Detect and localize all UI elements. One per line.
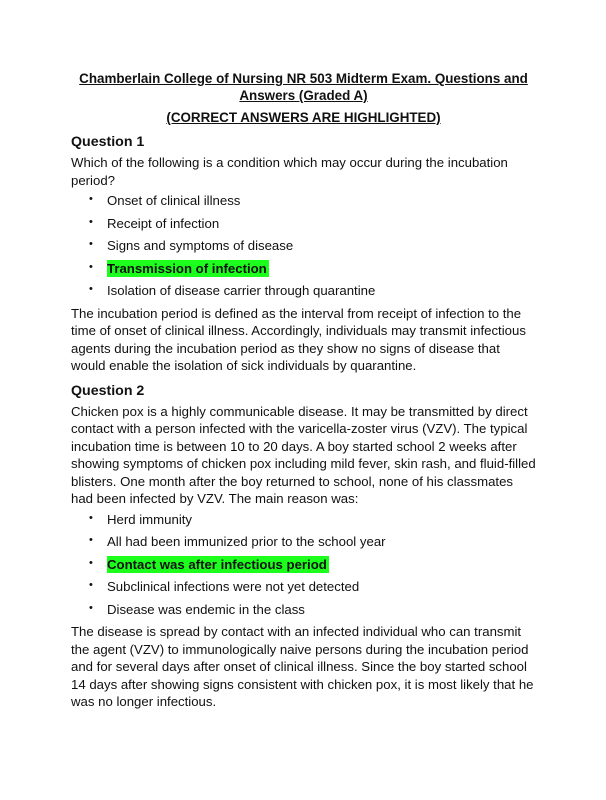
bullet-icon: • (89, 579, 93, 591)
bullet-icon: • (89, 238, 93, 250)
question-prompt: Chicken pox is a highly communicable disease. It may be transmitted by direct contact with a person infected with the varicella-zoster virus (VZV). The typical incubation time is between 10 to 20 days. A boy started school 2 weeks after showing symptoms of chicken pox including mild fever, skin rash, and fluid-filled blisters. One month after the boy returned to school, none of his classmates had been infected by VZV. The main reason was: (71, 403, 536, 506)
answer-option-text: Herd immunity (107, 511, 193, 527)
correct-answer-highlight: Transmission of infection (107, 260, 267, 276)
bullet-icon: • (89, 556, 93, 569)
bullet-icon: • (89, 511, 93, 524)
document-title: Chamberlain College of Nursing NR 503 Midterm Exam. Questions and Answers (Graded A) (79, 71, 528, 103)
answer-option-text: Disease was endemic in the class (107, 601, 305, 617)
answer-option (89, 215, 536, 232)
answer-option (89, 192, 536, 209)
document-subtitle: (CORRECT ANSWERS ARE HIGHLIGHTED) (166, 110, 441, 125)
correct-answer-highlight: Contact was after infectious period (107, 556, 327, 572)
question-heading: Question 2 (71, 382, 145, 399)
question-2 (71, 382, 536, 711)
answer-options (71, 511, 536, 618)
bullet-icon: • (89, 215, 93, 228)
question-heading: Question 1 (71, 134, 145, 150)
answer-explanation: The disease is spread by contact with an infected individual who can transmit the agent (VZV) to immunologically naive persons during the incubation period and for several days after onset of clinical illness. Since the boy started school 14 days after showing signs consistent with chicken pox, it is most likely that he was no longer infectious. (71, 624, 534, 709)
answer-options (71, 192, 536, 299)
question-1 (71, 133, 536, 375)
answer-option-text: Signs and symptoms of disease (107, 238, 294, 253)
answer-option-text: Receipt of infection (107, 215, 220, 231)
answer-explanation: The incubation period is defined as the interval from receipt of infection to the time of onset of clinical illness. Accordingly, individuals may transmit infectious agents during the incubation period as they show no signs of disease that would enable the isolation of sick individuals by quarantine. (71, 305, 526, 373)
bullet-icon: • (89, 193, 93, 205)
answer-option (89, 237, 536, 254)
answer-option (89, 601, 536, 618)
answer-option-text: Onset of clinical illness (107, 193, 241, 208)
answer-option-correct (89, 556, 536, 573)
question-prompt: Which of the following is a condition which may occur during the incubation period? (71, 155, 508, 188)
answer-option-correct (89, 260, 536, 277)
bullet-icon: • (89, 283, 93, 295)
bullet-icon: • (89, 534, 93, 546)
bullet-icon: • (89, 601, 93, 614)
answer-option (89, 511, 536, 528)
answer-option (89, 533, 536, 550)
answer-option-text: Isolation of disease carrier through quarantine (107, 283, 376, 298)
answer-option-text: Subclinical infections were not yet detected (107, 579, 360, 594)
answer-option (89, 578, 536, 595)
bullet-icon: • (89, 260, 93, 273)
answer-option-text: All had been immunized prior to the school year (107, 534, 386, 549)
answer-option (89, 282, 536, 299)
